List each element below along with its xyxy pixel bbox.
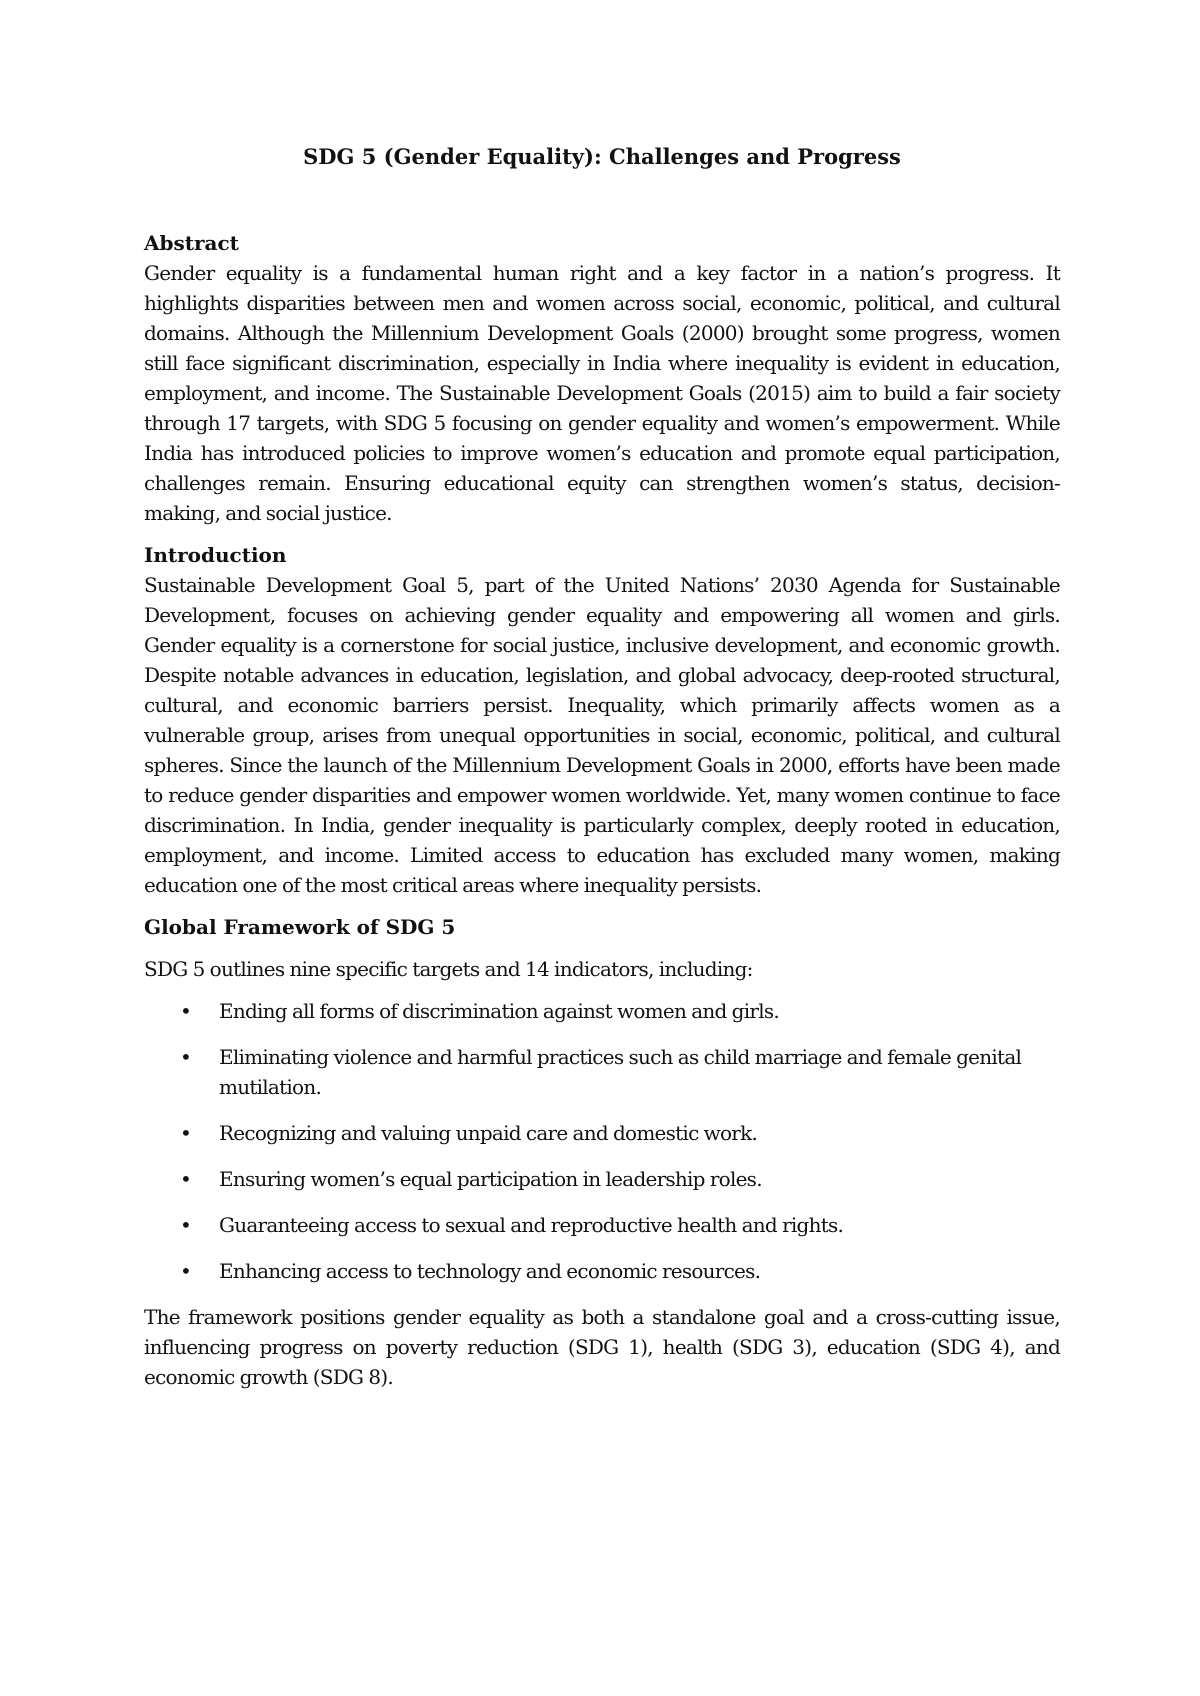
framework-intro: SDG 5 outlines nine specific targets and 14 indicators, including: [144, 957, 753, 981]
list-item-text: Recognizing and valuing unpaid care and domestic work. [219, 1121, 758, 1145]
bullet-icon: • [180, 999, 192, 1023]
abstract-section [144, 228, 1060, 528]
list-item-text: Ensuring women’s equal participation in leadership roles. [219, 1167, 762, 1191]
list-item-text: Enhancing access to technology and economic resources. [219, 1259, 761, 1283]
list-item [144, 1118, 1060, 1148]
bullet-icon: • [180, 1121, 192, 1145]
introduction-text: Sustainable Development Goal 5, part of the United Nations’ 2030 Agenda for Sustainable Development, focuses on achieving gender equality and empowering all women and girls. Gender equality is a cornerstone for social justice, inclusive development, and economic growth. Despite notable advances in education, legislation, and global advocacy, deep-rooted structural, cultural, and economic barriers persist. Inequality, which primarily affects women as a vulnerable group, arises from unequal opportunities in social, economic, political, and cultural spheres. Since the launch of the Millennium Development Goals in 2000, efforts have been made to reduce gender disparities and empower women worldwide. Yet, many women continue to face discrimination. In India, gender inequality is particularly complex, deeply rooted in education, employment, and income. Limited access to education has excluded many women, making education one of the most critical areas where inequality persists. [144, 573, 1060, 897]
framework-heading: Global Framework of SDG 5 [144, 915, 456, 939]
bullet-icon: • [180, 1045, 192, 1069]
document-page [144, 142, 1060, 1404]
list-item [144, 1210, 1060, 1240]
bullet-icon: • [180, 1213, 192, 1237]
list-item-text: Eliminating violence and harmful practices such as child marriage and female genital mutilation. [219, 1045, 1022, 1099]
list-item [144, 1164, 1060, 1194]
document-title: SDG 5 (Gender Equality): Challenges and Progress [303, 144, 901, 169]
framework-section [144, 912, 1060, 1392]
list-item [144, 1256, 1060, 1286]
list-item-text: Ending all forms of discrimination against women and girls. [219, 999, 779, 1023]
list-item [144, 1042, 1060, 1102]
bullet-icon: • [180, 1259, 192, 1283]
bullet-icon: • [180, 1167, 192, 1191]
introduction-section [144, 540, 1060, 900]
abstract-text: Gender equality is a fundamental human right and a key factor in a nation’s progress. It highlights disparities between men and women across social, economic, political, and cultural domains. Although the Millennium Development Goals (2000) brought some progress, women still face significant discrimination, especially in India where inequality is evident in education, employment, and income. The Sustainable Development Goals (2015) aim to build a fair society through 17 targets, with SDG 5 focusing on gender equality and women’s empowerment. While India has introduced policies to improve women’s education and promote equal participation, challenges remain. Ensuring educational equity can strengthen women’s status, decision-making, and social justice. [144, 261, 1060, 525]
list-item-text: Guaranteeing access to sexual and reproductive health and rights. [219, 1213, 844, 1237]
framework-target-list [144, 996, 1060, 1286]
list-item [144, 996, 1060, 1026]
framework-conclusion: The framework positions gender equality as both a standalone goal and a cross-cutting issue, influencing progress on poverty reduction (SDG 1), health (SDG 3), education (SDG 4), and economic growth (SDG 8). [144, 1305, 1060, 1389]
abstract-heading: Abstract [144, 231, 239, 255]
introduction-heading: Introduction [144, 543, 287, 567]
